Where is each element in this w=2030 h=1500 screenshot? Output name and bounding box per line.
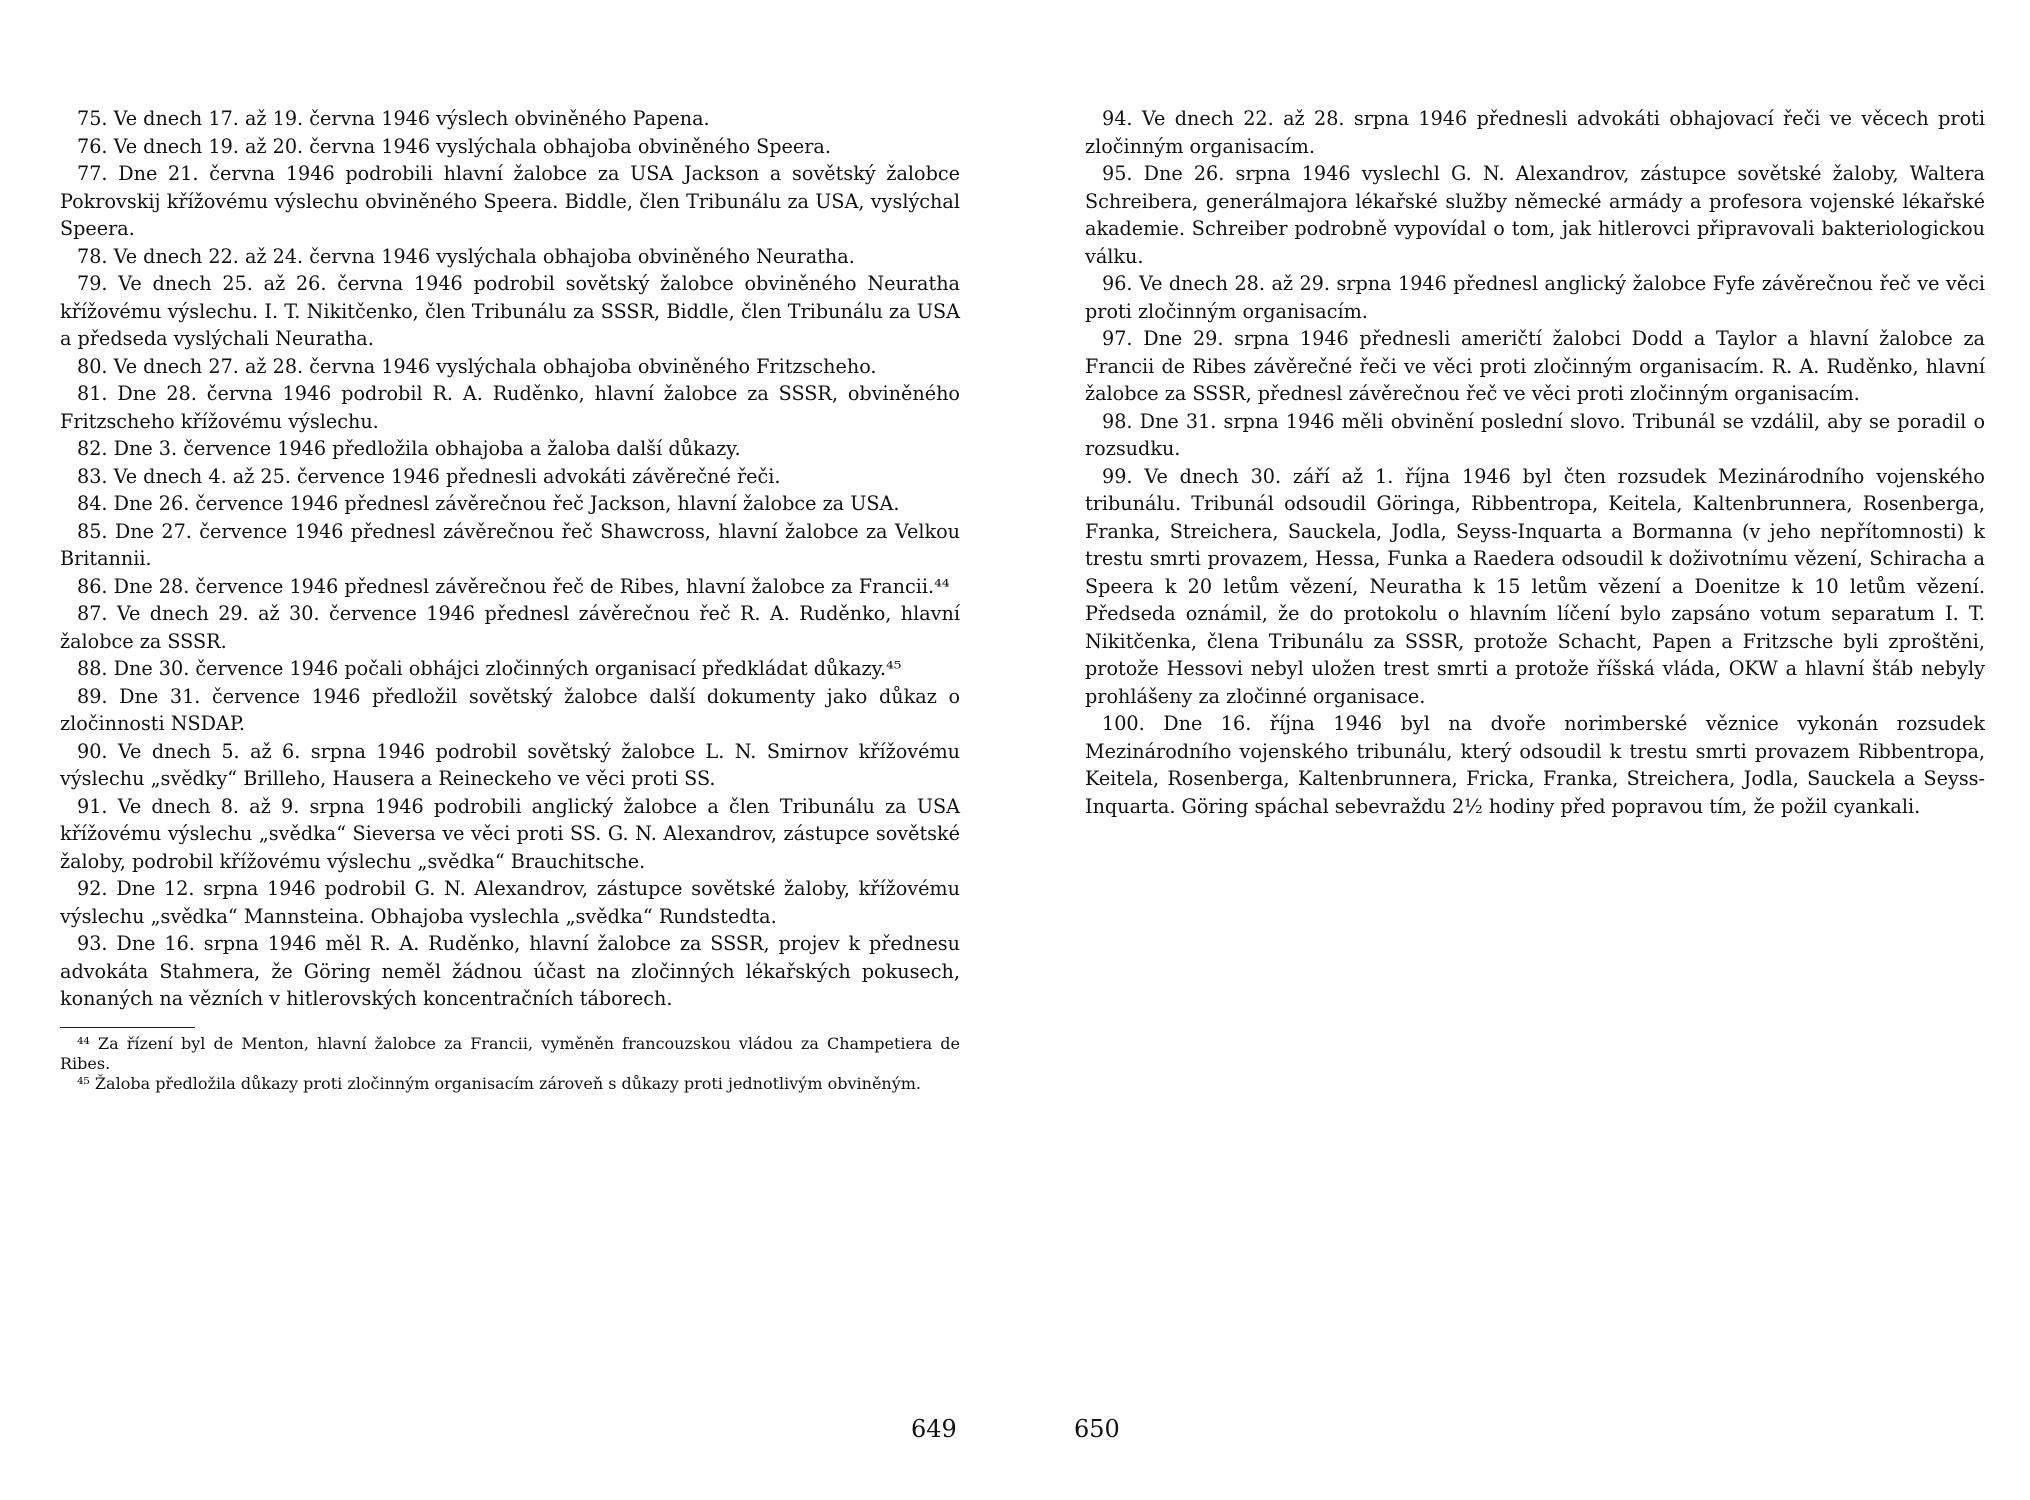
paragraph-90: 90. Ve dnech 5. až 6. srpna 1946 podrobil sovětský žalobce L. N. Smirnov křížovému výslechu „svědky“ Brilleho, Hausera a Reineckeho ve věci proti SS. (60, 739, 960, 790)
paragraph-88: 88. Dne 30. července 1946 počali obhájci zločinných organisací předkládat důkazy.⁴⁵ (77, 657, 902, 680)
paragraph-79: 79. Ve dnech 25. až 26. června 1946 podrobil sovětský žalobce obviněného Neuratha křížovému výslechu. I. T. Nikitčenko, člen Tribunálu za SSSR, Biddle, člen Tribunálu za USA a předseda vyslýchali Neuratha. (60, 272, 960, 350)
paragraph-75: 75. Ve dnech 17. až 19. června 1946 výslech obviněného Papena. (77, 107, 710, 130)
paragraph-92: 92. Dne 12. srpna 1946 podrobil G. N. Alexandrov, zástupce sovětské žaloby, křížovému výslechu „svědka“ Mannsteina. Obhajoba vyslechla „svědka“ Rundstedta. (60, 877, 960, 928)
left-column (60, 105, 960, 1094)
paragraph-82: 82. Dne 3. července 1946 předložila obhajoba a žaloba další důkazy. (77, 437, 741, 460)
paragraph-97: 97. Dne 29. srpna 1946 přednesli američtí žalobci Dodd a Taylor a hlavní žalobce za Francii de Ribes závěrečné řeči ve věci proti zločinným organisacím. R. A. Ruděnko, hlavní žalobce za SSSR, přednesl závěrečnou řeč ve věci proti zločinným organisacím. (1085, 327, 1985, 405)
right-page (1085, 0, 1985, 1500)
footnote-rule (60, 1027, 195, 1028)
paragraph-93: 93. Dne 16. srpna 1946 měl R. A. Ruděnko, hlavní žalobce za SSSR, projev k přednesu advokáta Stahmera, že Göring neměl žádnou účast na zločinných lékařských pokusech, konaných na vězních v hitlerovských koncentračních táborech. (60, 932, 960, 1010)
page-number-left: 649 (911, 1415, 957, 1443)
right-column (1085, 105, 1985, 820)
paragraph-95: 95. Dne 26. srpna 1946 vyslechl G. N. Alexandrov, zástupce sovětské žaloby, Waltera Schreibera, generálmajora lékařské služby německé armády a profesora vojenské lékařské akademie. Schreiber podrobně vypovídal o tom, jak hitlerovci připravovali bakteriologickou válku. (1085, 162, 1985, 268)
paragraph-100: 100. Dne 16. října 1946 byl na dvoře norimberské věznice vykonán rozsudek Mezinárodního vojenského tribunálu, který odsoudil k trestu smrti provazem Ribbentropa, Keitela, Rosenberga, Kaltenbrunnera, Fricka, Franka, Streichera, Jodla, Sauckela a Seyss-Inquarta. Göring spáchal sebevraždu 2½ hodiny před popravou tím, že požil cyankali. (1085, 712, 1985, 818)
paragraph-78: 78. Ve dnech 22. až 24. června 1946 vyslýchala obhajoba obviněného Neuratha. (77, 244, 855, 268)
footnote-44: ⁴⁴ Za řízení byl de Menton, hlavní žalobce za Francii, vyměněn francouzskou vládou za Champetiera de Ribes. (60, 1033, 960, 1073)
paragraph-87: 87. Ve dnech 29. až 30. července 1946 přednesl závěrečnou řeč R. A. Ruděnko, hlavní žalobce za SSSR. (60, 602, 960, 653)
paragraph-76: 76. Ve dnech 19. až 20. června 1946 vyslýchala obhajoba obviněného Speera. (77, 134, 831, 158)
paragraph-81: 81. Dne 28. června 1946 podrobil R. A. Ruděnko, hlavní žalobce za SSSR, obviněného Fritzscheho křížovému výslechu. (60, 382, 960, 433)
paragraph-89: 89. Dne 31. července 1946 předložil sovětský žalobce další dokumenty jako důkaz o zločinnosti NSDAP. (60, 684, 960, 735)
paragraph-94: 94. Ve dnech 22. až 28. srpna 1946 přednesli advokáti obhajovací řeči ve věcech proti zločinným organisacím. (1085, 107, 1985, 158)
paragraph-85: 85. Dne 27. července 1946 přednesl závěrečnou řeč Shawcross, hlavní žalobce za Velkou Britannii. (60, 519, 960, 570)
page-number-right: 650 (1074, 1415, 1120, 1443)
paragraph-99: 99. Ve dnech 30. září až 1. října 1946 byl čten rozsudek Mezinárodního vojenského tribunálu. Tribunál odsoudil Göringa, Ribbentropa, Keitela, Kaltenbrunnera, Rosenberga, Franka, Streichera, Sauckela, Jodla, Seyss-Inquarta a Bormanna (v jeho nepřítomnosti) k trestu smrti provazem, Hessa, Funka a Raedera odsoudil k doživotnímu vězení, Schiracha a Speera k 20 letům vězení, Neuratha k 15 letům vězení a Doenitze k 10 letům vězení. Předseda oznámil, že do protokolu o hlavním líčení bylo zapsáno votum separatum I. T. Nikitčenka, člena Tribunálu za SSSR, protože Schacht, Papen a Fritzsche byli zproštěni, protože Hessovi nebyl uložen trest smrti a protože říšská vláda, OKW a hlavní štáb nebyly prohlášeny za zločinné organisace. (1085, 464, 1985, 708)
paragraph-86: 86. Dne 28. července 1946 přednesl závěrečnou řeč de Ribes, hlavní žalobce za Francii.⁴⁴ (77, 574, 950, 598)
footnote-45: ⁴⁵ Žaloba předložila důkazy proti zločinným organisacím zároveň s důkazy proti jednotlivým obviněným. (77, 1073, 922, 1093)
paragraph-80: 80. Ve dnech 27. až 28. června 1946 vyslýchala obhajoba obviněného Fritzscheho. (77, 354, 877, 378)
left-page (60, 0, 960, 1500)
paragraph-84: 84. Dne 26. července 1946 přednesl závěrečnou řeč Jackson, hlavní žalobce za USA. (77, 492, 900, 515)
paragraph-77: 77. Dne 21. června 1946 podrobili hlavní žalobce za USA Jackson a sovětský žalobce Pokrovskij křížovému výslechu obviněného Speera. Biddle, člen Tribunálu za USA, vyslýchal Speera. (60, 162, 960, 240)
paragraph-96: 96. Ve dnech 28. až 29. srpna 1946 přednesl anglický žalobce Fyfe závěrečnou řeč ve věci proti zločinným organisacím. (1085, 272, 1985, 323)
paragraph-98: 98. Dne 31. srpna 1946 měli obvinění poslední slovo. Tribunál se vzdálil, aby se poradil o rozsudku. (1085, 409, 1985, 460)
paragraph-91: 91. Ve dnech 8. až 9. srpna 1946 podrobili anglický žalobce a člen Tribunálu za USA křížovému výslechu „svědka“ Sieversa ve věci proti SS. G. N. Alexandrov, zástupce sovětské žaloby, podrobil křížovému výslechu „svědka“ Brauchitsche. (60, 794, 960, 873)
paragraph-83: 83. Ve dnech 4. až 25. července 1946 přednesli advokáti závěrečné řeči. (77, 464, 781, 488)
